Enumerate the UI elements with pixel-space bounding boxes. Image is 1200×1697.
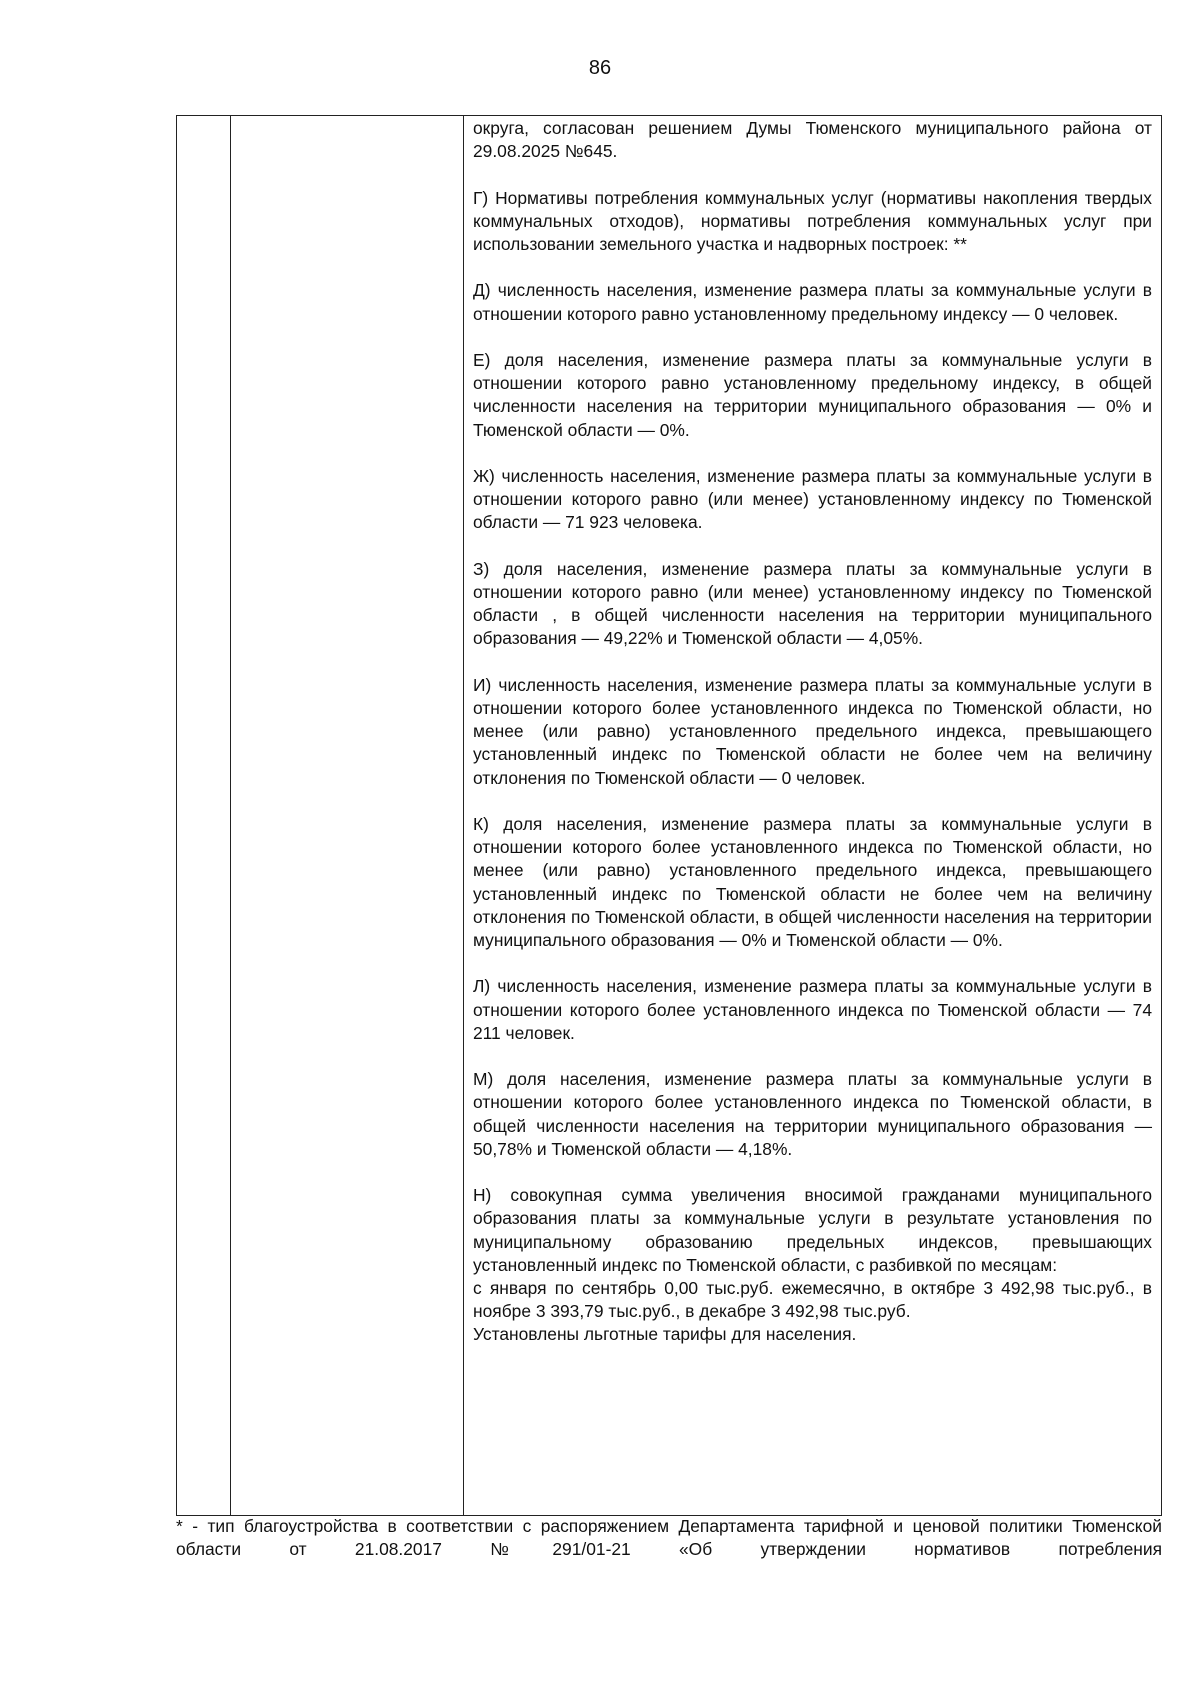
paragraph-z: З) доля населения, изменение размера платы за коммунальные услуги в отношении которого равно (или менее) установленному индексу по Тюменской области , в общей численности населения на территории муниципального образования — 49,22% и Тюменской области — 4,05%. [473,558,1152,649]
table-column-divider [463,116,464,1515]
table-column-divider [230,116,231,1515]
document-table [176,115,1162,1516]
table-cell-content [473,117,1152,1347]
paragraph-d: Д) численность населения, изменение размера платы за коммунальные услуги в отношении которого равно установленному предельному индексу — 0 человек. [473,280,1152,324]
paragraph-k: К) доля населения, изменение размера платы за коммунальные услуги в отношении которого более установленного индекса по Тюменской области, но менее (или равно) установленного предельного индекса, превышающего установленный индекс по Тюменской области не более чем на величину отклонения по Тюменской области, в общей численности населения на территории муниципального образования — 0% и Тюменской области — 0%. [473,813,1152,950]
paragraph-intro: округа, согласован решением Думы Тюменского муниципального района от 29.08.2025 №645. [473,118,1152,162]
footnote: * - тип благоустройства в соответствии с распоряжением Департамента тарифной и ценовой политики Тюменской области от 21.08.2017 №291/01-21 «Об утверждении нормативов потребления [176,1516,1162,1560]
paragraph-g: Г) Нормативы потребления коммунальных услуг (нормативы накопления твердых коммунальных отходов), нормативы потребления коммунальных услуг при использовании земельного участка и надворных построек: ** [473,187,1152,254]
paragraph-e: Е) доля населения, изменение размера платы за коммунальные услуги в отношении которого равно установленному предельному индексу, в общей численности населения на территории муниципального образования — 0% и Тюменской области — 0%. [473,349,1152,440]
paragraph-zh: Ж) численность населения, изменение размера платы за коммунальные услуги в отношении которого равно (или менее) установленному индексу по Тюменской области — 71 923 человека. [473,465,1152,533]
page-number: 86 [588,57,612,79]
paragraph-n: Н) совокупная сумма увеличения вносимой гражданами муниципального образования платы за коммунальные услуги в результате установления по муниципальному образованию предельных индексов, превышающих установленный индекс по Тюменской области, с разбивкой по месяцам: [473,1185,1152,1275]
paragraph-l: Л) численность населения, изменение размера платы за коммунальные услуги в отношении которого более установленного индекса по Тюменской области — 74 211 человек. [473,976,1152,1043]
paragraph-m: М) доля населения, изменение размера платы за коммунальные услуги в отношении которого более установленного индекса по Тюменской области, в общей численности населения на территории муниципального образования — 50,78% и Тюменской области — 4,18%. [473,1069,1152,1159]
paragraph-monthly-breakdown: с января по сентябрь 0,00 тыс.руб. ежемесячно, в октябре 3 492,98 тыс.руб., в ноябре 3 393,79 тыс.руб., в декабре 3 492,98 тыс.руб. [473,1278,1152,1322]
paragraph-i: И) численность населения, изменение размера платы за коммунальные услуги в отношении которого более установленного индекса по Тюменской области, но менее (или равно) установленного предельного индекса, превышающего установленный индекс по Тюменской области не более чем на величину отклонения по Тюменской области — 0 человек. [473,674,1152,788]
paragraph-tariffs-note: Установлены льготные тарифы для населения. [473,1324,857,1345]
